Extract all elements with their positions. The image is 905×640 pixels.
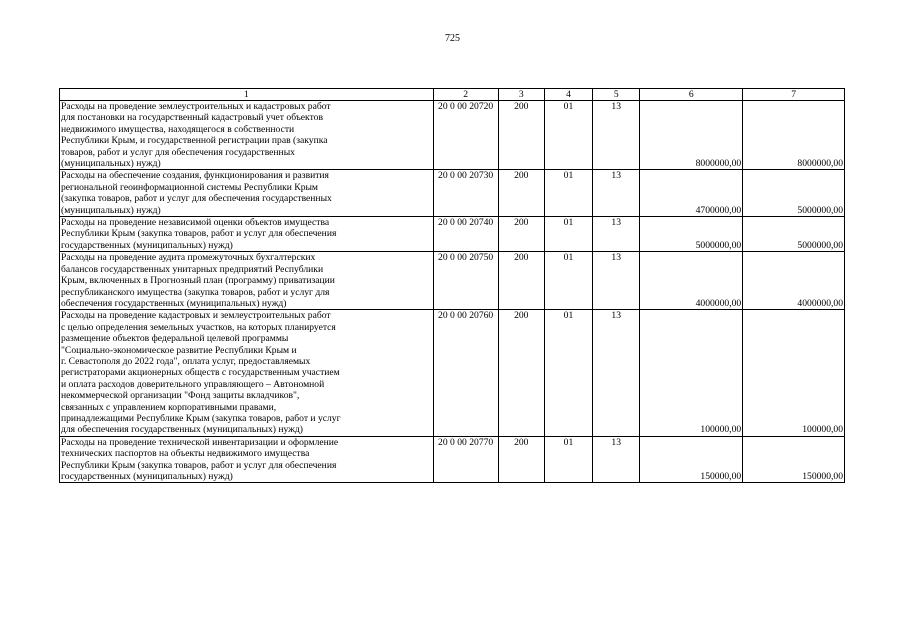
amount-column-6: 4700000,00 bbox=[640, 170, 743, 217]
header-cell-6: 6 bbox=[640, 89, 743, 101]
section-code: 01 bbox=[544, 436, 592, 483]
budget-code: 20 0 00 20750 bbox=[433, 252, 498, 310]
description-line: некоммерческой организации "Фонд защиты вкладчиков", bbox=[61, 390, 300, 402]
amount-column-6: 8000000,00 bbox=[640, 101, 743, 170]
description-line: недвижимого имущества, находящегося в собственности bbox=[61, 123, 295, 135]
header-cell-7: 7 bbox=[743, 89, 845, 101]
description-line: государственных (муниципальных) нужд) bbox=[61, 471, 233, 482]
expense-description bbox=[60, 101, 434, 170]
expense-description bbox=[60, 170, 434, 217]
amount-column-6: 100000,00 bbox=[640, 310, 743, 436]
header-cell-5: 5 bbox=[593, 89, 640, 101]
amount-column-6: 4000000,00 bbox=[640, 252, 743, 310]
header-cell-2: 2 bbox=[433, 89, 498, 101]
table-row bbox=[60, 217, 845, 252]
expense-type-code: 200 bbox=[498, 101, 544, 170]
budget-code: 20 0 00 20720 bbox=[433, 101, 498, 170]
subsection-code: 13 bbox=[593, 101, 640, 170]
header-cell-3: 3 bbox=[498, 89, 544, 101]
table-row bbox=[60, 170, 845, 217]
expense-description bbox=[60, 217, 434, 252]
description-line: товаров, работ и услуг для обеспечения государственных bbox=[61, 146, 295, 158]
section-code: 01 bbox=[544, 217, 592, 252]
description-line: (закупка товаров, работ и услуг для обеспечения государственных bbox=[61, 193, 332, 205]
expense-description bbox=[60, 310, 434, 436]
description-line: связанных с управлением корпоративными правами, bbox=[61, 401, 277, 413]
subsection-code: 13 bbox=[593, 252, 640, 310]
budget-code: 20 0 00 20740 bbox=[433, 217, 498, 252]
expense-type-code: 200 bbox=[498, 170, 544, 217]
description-line: Республики Крым (закупка товаров, работ и услуг для обеспечения bbox=[61, 459, 337, 471]
header-cell-4: 4 bbox=[544, 89, 592, 101]
amount-column-7: 5000000,00 bbox=[743, 170, 845, 217]
description-line: технических паспортов на объекты недвижимого имущества bbox=[61, 448, 310, 460]
amount-column-7: 4000000,00 bbox=[743, 252, 845, 310]
description-line: (муниципальных) нужд) bbox=[61, 158, 161, 170]
amount-column-7: 8000000,00 bbox=[743, 101, 845, 170]
description-line: (муниципальных) нужд) bbox=[61, 204, 161, 216]
subsection-code: 13 bbox=[593, 436, 640, 483]
description-line: Республики Крым (закупка товаров, работ и услуг для обеспечения bbox=[61, 228, 337, 240]
table-row bbox=[60, 101, 845, 170]
table-row bbox=[60, 252, 845, 310]
budget-code: 20 0 00 20770 bbox=[433, 436, 498, 483]
header-row bbox=[60, 89, 845, 101]
description-line: Расходы на проведение аудита промежуточных бухгалтерских bbox=[61, 252, 316, 264]
header-cell-1: 1 bbox=[60, 89, 434, 101]
description-line: и оплата расходов доверительного управляющего – Автономной bbox=[61, 378, 325, 390]
subsection-code: 13 bbox=[593, 170, 640, 217]
description-line: республиканского имущества (закупка товаров, работ и услуг для bbox=[61, 286, 330, 298]
table-row bbox=[60, 436, 845, 483]
description-line: государственных (муниципальных) нужд) bbox=[61, 239, 233, 251]
section-code: 01 bbox=[544, 170, 592, 217]
description-line: регистраторами акционерных обществ с государственным участием bbox=[61, 367, 340, 379]
amount-column-6: 150000,00 bbox=[640, 436, 743, 483]
description-line: размещение объектов федеральной целевой программы bbox=[61, 333, 289, 345]
amount-column-6: 5000000,00 bbox=[640, 217, 743, 252]
amount-column-7: 5000000,00 bbox=[743, 217, 845, 252]
subsection-code: 13 bbox=[593, 310, 640, 436]
expense-type-code: 200 bbox=[498, 252, 544, 310]
expense-description bbox=[60, 436, 434, 483]
description-line: г. Севастополя до 2022 года", оплата услуг, предоставляемых bbox=[61, 355, 311, 367]
expense-type-code: 200 bbox=[498, 436, 544, 483]
description-line: Расходы на проведение землеустроительных и кадастровых работ bbox=[61, 101, 331, 112]
table-row bbox=[60, 310, 845, 436]
description-line: Крым, включенных в Прогнозный план (программу) приватизации bbox=[61, 275, 335, 287]
description-line: Расходы на проведение независимой оценки объектов имущества bbox=[61, 217, 330, 229]
description-line: "Социально-экономическое развитие Республики Крым и bbox=[61, 344, 297, 356]
page-number: 725 bbox=[445, 33, 460, 44]
description-line: принадлежащими Республике Крым (закупка товаров, работ и услуг bbox=[61, 412, 341, 424]
budget-code: 20 0 00 20760 bbox=[433, 310, 498, 436]
description-line: обеспечения государственных (муниципальных) нужд) bbox=[61, 297, 287, 309]
section-code: 01 bbox=[544, 310, 592, 436]
expense-type-code: 200 bbox=[498, 217, 544, 252]
budget-table bbox=[59, 88, 845, 483]
expense-type-code: 200 bbox=[498, 310, 544, 436]
description-line: Расходы на проведение технической инвентаризации и оформление bbox=[61, 436, 339, 448]
amount-column-7: 100000,00 bbox=[743, 310, 845, 436]
description-line: балансов государственных унитарных предприятий Республики bbox=[61, 263, 324, 275]
description-line: для обеспечения государственных (муниципальных) нужд) bbox=[61, 424, 303, 436]
subsection-code: 13 bbox=[593, 217, 640, 252]
budget-code: 20 0 00 20730 bbox=[433, 170, 498, 217]
description-line: региональной геоинформационной системы Республики Крым bbox=[61, 181, 319, 193]
description-line: Расходы на проведение кадастровых и землеустроительных работ bbox=[61, 310, 331, 322]
section-code: 01 bbox=[544, 252, 592, 310]
amount-column-7: 150000,00 bbox=[743, 436, 845, 483]
description-line: для постановки на государственный кадастровый учет объектов bbox=[61, 112, 323, 124]
description-line: Расходы на обеспечение создания, функционирования и развития bbox=[61, 170, 329, 182]
section-code: 01 bbox=[544, 101, 592, 170]
description-line: с целью определения земельных участков, на которых планируется bbox=[61, 321, 336, 333]
description-line: Республики Крым, и государственной регистрации прав (закупка bbox=[61, 135, 328, 147]
expense-description bbox=[60, 252, 434, 310]
